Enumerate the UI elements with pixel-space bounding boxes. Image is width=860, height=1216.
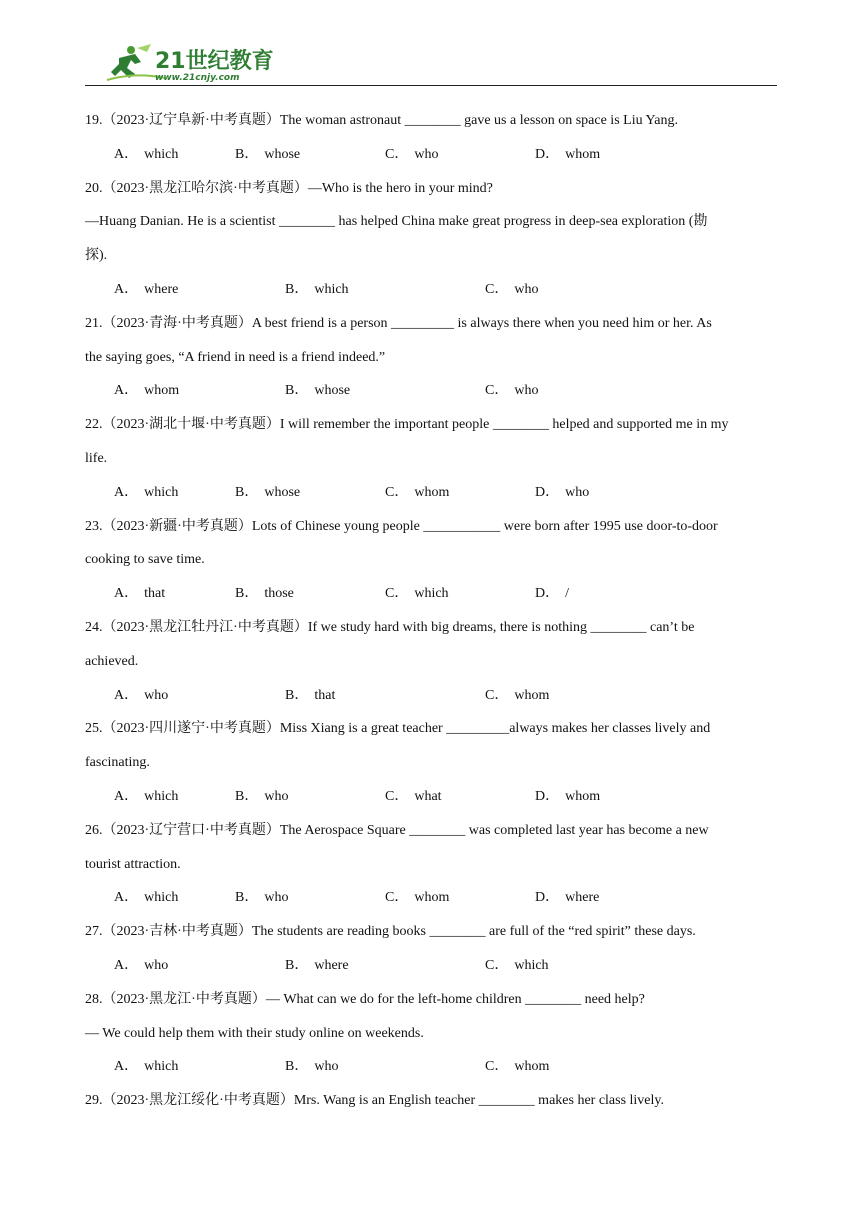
option-b[interactable]	[235, 145, 300, 165]
option-letter: B．	[285, 383, 309, 399]
option-text: whom	[144, 383, 180, 399]
option-c[interactable]	[385, 787, 442, 807]
question-stem-continued: the saying goes, “A friend in need is a friend indeed.”	[85, 349, 386, 365]
option-b[interactable]	[285, 1057, 338, 1077]
question-stem: 24.（2023·黑龙江牡丹江·中考真题）If we study hard with big dreams, there is nothing ________ can’t be	[85, 620, 695, 635]
option-text: who	[514, 282, 539, 297]
option-letter: D．	[535, 789, 560, 804]
option-text: whom	[514, 1059, 550, 1075]
option-a[interactable]	[114, 145, 178, 165]
option-text: whose	[264, 146, 301, 162]
option-text: who	[264, 789, 289, 804]
option-a[interactable]	[114, 956, 168, 976]
logo-subtext: www.21cnjy.com	[155, 73, 240, 83]
question-stem-continued: 探).	[85, 248, 108, 264]
option-text: which	[414, 586, 449, 602]
option-letter: B．	[235, 586, 259, 602]
option-letter: C．	[485, 958, 509, 973]
option-text: which	[144, 1059, 179, 1075]
question-stem: 25.（2023·四川遂宁·中考真题）Miss Xiang is a great teacher _________always makes her classes lively and	[85, 721, 711, 737]
option-text: who	[314, 1059, 339, 1075]
option-text: who	[514, 383, 539, 399]
option-text: which	[314, 282, 349, 297]
option-letter: C．	[485, 687, 509, 703]
option-letter: A．	[114, 282, 139, 297]
option-letter: B．	[235, 484, 259, 500]
question-stem: 19.（2023·辽宁阜新·中考真题）The woman astronaut ________ gave us a lesson on space is Liu Yang.	[85, 113, 678, 128]
option-letter: B．	[285, 958, 309, 973]
option-b[interactable]	[285, 280, 349, 300]
question-stem: 26.（2023·辽宁营口·中考真题）The Aerospace Square ________ was completed last year has become a new	[85, 822, 709, 838]
option-c[interactable]	[485, 280, 538, 300]
option-text: who	[144, 687, 169, 703]
option-text: who	[565, 484, 590, 500]
option-a[interactable]	[114, 787, 178, 807]
option-letter: A．	[114, 484, 139, 500]
option-a[interactable]	[114, 483, 178, 503]
option-text: whose	[264, 484, 301, 500]
option-b[interactable]	[235, 483, 300, 503]
option-letter: C．	[385, 146, 409, 162]
option-letter: A．	[114, 789, 139, 804]
option-letter: B．	[285, 282, 309, 297]
question-stem: 27.（2023·吉林·中考真题）The students are reading books ________ are full of the “red spirit” these days.	[85, 924, 696, 940]
option-letter: C．	[485, 282, 509, 297]
option-letter: C．	[385, 484, 409, 500]
question-stem: 29.（2023·黑龙江绥化·中考真题）Mrs. Wang is an English teacher ________ makes her class lively.	[85, 1093, 665, 1109]
option-letter: C．	[385, 789, 409, 804]
page-header	[85, 38, 777, 86]
option-b[interactable]	[285, 956, 349, 976]
question-stem-continued: fascinating.	[85, 755, 150, 771]
option-d[interactable]	[535, 584, 569, 604]
question-stem: 22.（2023·湖北十堰·中考真题）I will remember the important people ________ helped and supported me in my	[85, 417, 729, 433]
option-letter: A．	[114, 890, 139, 906]
option-b[interactable]	[235, 888, 288, 908]
option-letter: B．	[285, 687, 309, 703]
question-stem-continued: cooking to save time.	[85, 552, 205, 568]
option-a[interactable]	[114, 888, 178, 908]
question-stem: 28.（2023·黑龙江·中考真题）— What can we do for the left-home children ________ need help?	[85, 991, 645, 1007]
option-letter: C．	[385, 586, 409, 602]
option-a[interactable]	[114, 381, 179, 401]
option-letter: B．	[235, 146, 259, 162]
option-c[interactable]	[385, 483, 449, 503]
option-letter: C．	[385, 890, 409, 906]
option-c[interactable]	[485, 381, 538, 401]
question-stem: 21.（2023·青海·中考真题）A best friend is a person _________ is always there when you need him or her. As	[85, 315, 712, 331]
header-divider	[85, 85, 777, 86]
option-b[interactable]	[235, 584, 294, 604]
question-stem-continued: —Huang Danian. He is a scientist ________ has helped China make great progress in deep-sea exploration (勘	[85, 214, 708, 230]
option-text: those	[264, 586, 294, 602]
option-text: which	[514, 958, 549, 973]
option-c[interactable]	[385, 145, 438, 165]
question-stem: 20.（2023·黑龙江哈尔滨·中考真题）—Who is the hero in your mind?	[85, 180, 493, 196]
site-logo	[105, 42, 290, 84]
logo-text: 21世纪教育	[155, 49, 274, 74]
option-letter: A．	[114, 687, 139, 703]
option-a[interactable]	[114, 584, 165, 604]
option-letter: C．	[485, 383, 509, 399]
option-letter: A．	[114, 1059, 139, 1075]
option-letter: A．	[114, 586, 139, 602]
option-c[interactable]	[485, 956, 549, 976]
option-text: who	[264, 890, 289, 906]
option-text: /	[565, 586, 570, 602]
option-text: who	[144, 958, 169, 973]
option-text: where	[314, 958, 349, 973]
option-text: where	[144, 282, 179, 297]
option-letter: D．	[535, 586, 560, 602]
option-letter: B．	[235, 890, 259, 906]
option-c[interactable]	[385, 584, 449, 604]
option-text: what	[414, 789, 442, 804]
option-text: whom	[414, 890, 450, 906]
option-text: which	[144, 890, 179, 906]
option-a[interactable]	[114, 686, 168, 706]
option-text: which	[144, 789, 179, 804]
option-b[interactable]	[285, 686, 335, 706]
option-b[interactable]	[285, 381, 350, 401]
option-d[interactable]	[535, 145, 600, 165]
option-letter: A．	[114, 383, 139, 399]
option-letter: A．	[114, 146, 139, 162]
question-stem-continued: achieved.	[85, 653, 139, 669]
option-text: where	[565, 890, 600, 906]
option-text: whose	[314, 383, 351, 399]
option-letter: D．	[535, 146, 560, 162]
option-letter: A．	[114, 958, 139, 973]
option-a[interactable]	[114, 280, 178, 300]
question-stem-continued: life.	[85, 451, 108, 466]
option-d[interactable]	[535, 787, 600, 807]
option-letter: B．	[285, 1059, 309, 1075]
option-letter: B．	[235, 789, 259, 804]
option-text: that	[314, 687, 336, 703]
option-text: whom	[565, 789, 601, 804]
option-text: whom	[414, 484, 450, 500]
option-letter: D．	[535, 484, 560, 500]
option-c[interactable]	[485, 1057, 549, 1077]
option-b[interactable]	[235, 787, 288, 807]
option-text: which	[144, 484, 179, 500]
option-d[interactable]	[535, 888, 599, 908]
question-stem-continued: tourist attraction.	[85, 856, 181, 872]
option-c[interactable]	[385, 888, 449, 908]
option-letter: D．	[535, 890, 560, 906]
option-text: whom	[514, 687, 550, 703]
option-text: which	[144, 146, 179, 162]
option-a[interactable]	[114, 1057, 178, 1077]
question-stem: 23.（2023·新疆·中考真题）Lots of Chinese young people ___________ were born after 1995 use door-to-door	[85, 518, 718, 534]
option-c[interactable]	[485, 686, 549, 706]
option-text: who	[414, 146, 439, 162]
option-text: whom	[565, 146, 601, 162]
option-d[interactable]	[535, 483, 589, 503]
option-text: that	[144, 586, 166, 602]
question-stem-continued: — We could help them with their study online on weekends.	[85, 1025, 424, 1041]
option-letter: C．	[485, 1059, 509, 1075]
